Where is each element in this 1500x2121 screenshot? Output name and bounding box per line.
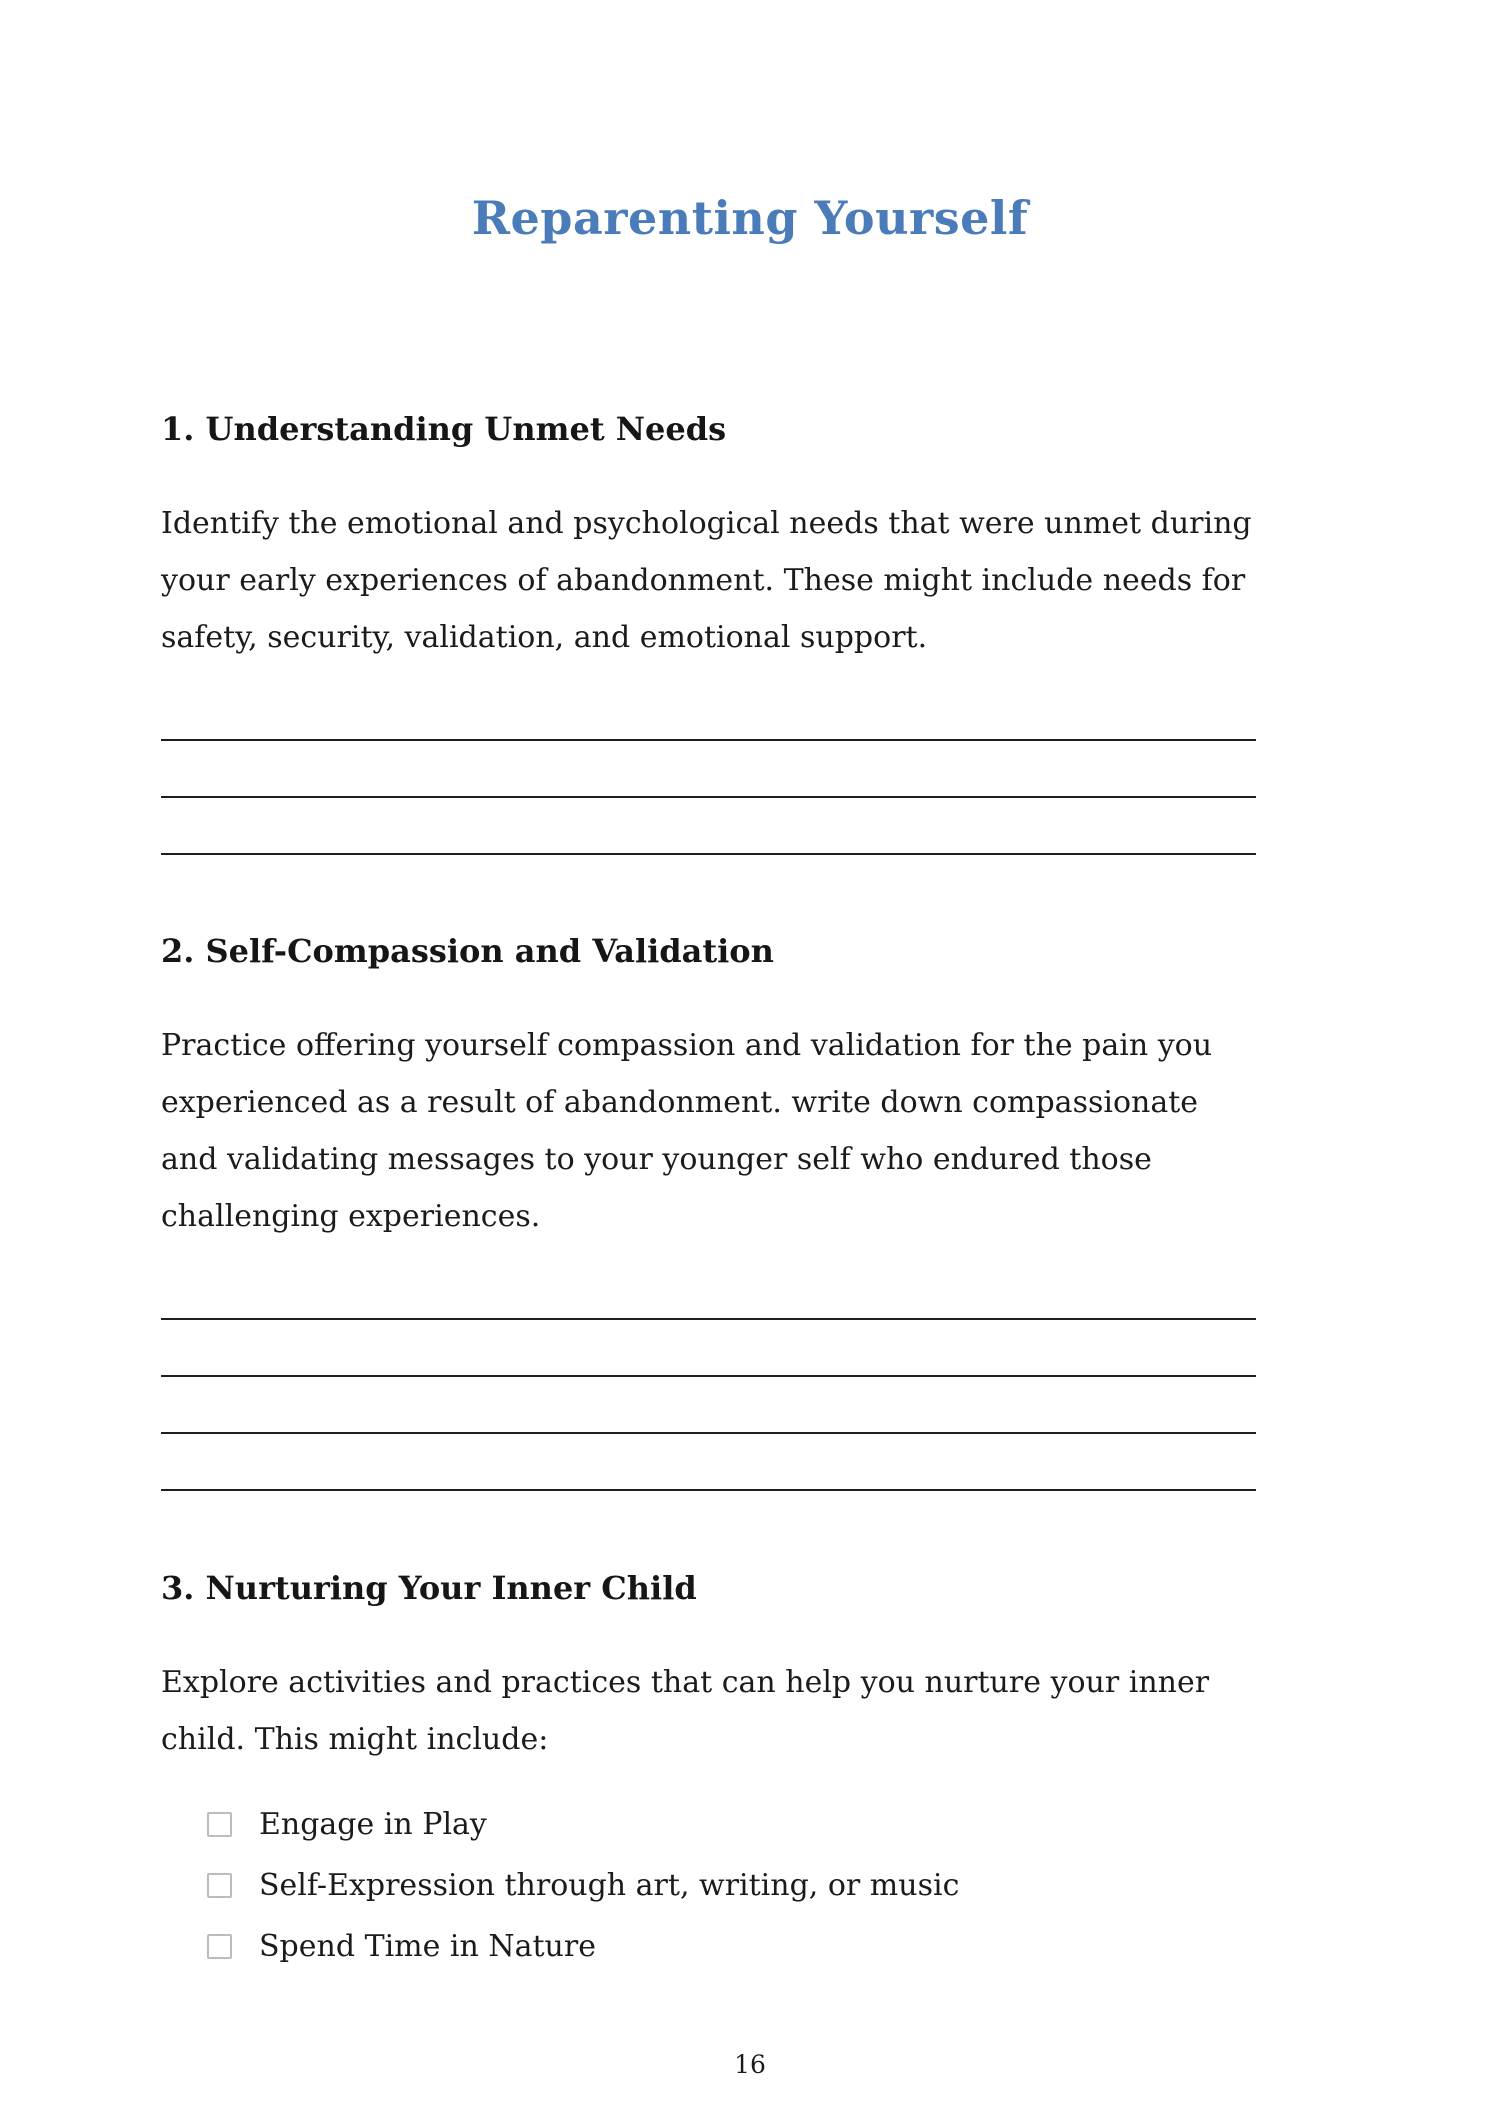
section-heading: 1. Understanding Unmet Needs (161, 410, 727, 448)
write-in-line (161, 798, 1256, 855)
section-understanding-unmet-needs (161, 409, 1256, 855)
checkbox-icon (207, 1873, 232, 1898)
section-heading: 3. Nurturing Your Inner Child (161, 1569, 697, 1607)
checklist-item-label: Self-Expression through art, writing, or music (259, 1867, 960, 1903)
checklist-item (207, 1855, 1256, 1916)
checkbox-icon (207, 1934, 232, 1959)
section-heading: 2. Self-Compassion and Validation (161, 932, 774, 970)
checklist-item-label: Engage in Play (259, 1806, 487, 1842)
write-in-line (161, 741, 1256, 798)
write-in-lines (161, 1263, 1256, 1491)
write-in-line (161, 1263, 1256, 1320)
write-in-line (161, 684, 1256, 741)
section-body-text: Explore activities and practices that can help you nurture your inner child. This might include: (161, 1665, 1210, 1757)
checkbox-icon (207, 1812, 232, 1837)
section-nurturing-your-inner-child (161, 1568, 1256, 1977)
checklist-item-label: Spend Time in Nature (259, 1928, 596, 1964)
section-self-compassion-and-validation (161, 931, 1256, 1491)
section-body-text: Practice offering yourself compassion and validation for the pain you experienced as a result of abandonment. write down compassionate and validating messages to your younger self who endured those challenging experiences. (161, 1028, 1213, 1234)
write-in-line (161, 1434, 1256, 1491)
write-in-lines (161, 684, 1256, 855)
page-title: Reparenting Yourself (471, 191, 1029, 245)
write-in-line (161, 1320, 1256, 1377)
checklist-item (207, 1916, 1256, 1977)
page-number: 16 (734, 2050, 766, 2079)
write-in-line (161, 1377, 1256, 1434)
page-content (161, 409, 1256, 1977)
section-body-text: Identify the emotional and psychological needs that were unmet during your early experiences of abandonment. These might include needs for safety, security, validation, and emotional support. (161, 506, 1252, 655)
checklist-item (207, 1794, 1256, 1855)
nurture-activities-checklist (161, 1794, 1256, 1977)
